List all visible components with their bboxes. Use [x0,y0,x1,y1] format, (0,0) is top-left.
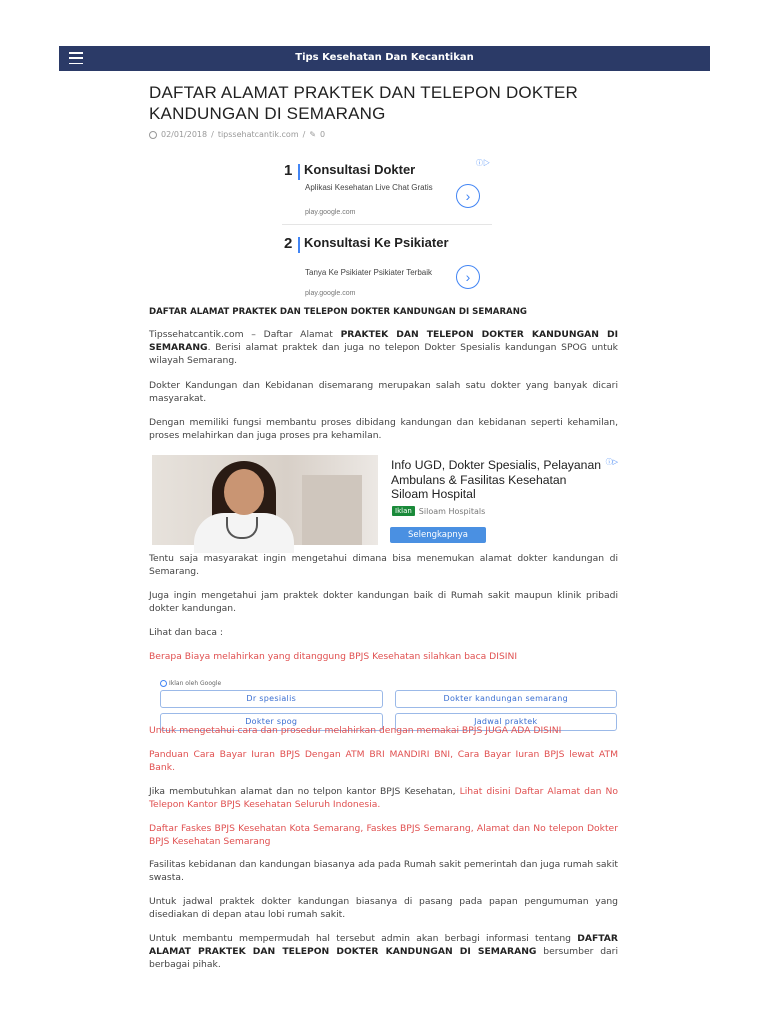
paragraph: Juga ingin mengetahui jam praktek dokter kandungan baik di Rumah sakit maupun klinik pribadi dokter kandungan. [149,590,618,614]
ad-title[interactable]: Konsultasi Ke Psikiater [304,235,449,250]
ad-advertiser: Siloam Hospitals [418,506,486,516]
site-title[interactable]: Tips Kesehatan Dan Kecantikan [295,52,474,63]
ad-badge: Iklan [392,506,415,516]
search-ad[interactable] [282,156,492,300]
ad-url: play.google.com [305,209,356,216]
ad-label: Iklan oleh Google [169,680,222,687]
article-link[interactable]: Panduan Cara Bayar Iuran BPJS Dengan ATM BRI MANDIRI BNI, Cara Bayar Iuran BPJS lewat ATM Bank. [149,749,618,773]
search-ad-item[interactable] [282,229,492,297]
ad-description: Aplikasi Kesehatan Live Chat Gratis [305,183,433,192]
ad-url: play.google.com [305,290,356,297]
article-author[interactable]: tipssehatcantik.com [217,130,299,139]
article-title: DAFTAR ALAMAT PRAKTEK DAN TELEPON DOKTER KANDUNGAN DI SEMARANG [149,83,578,123]
paragraph: Dengan memiliki fungsi membantu proses dibidang kandungan dan kebidanan seperti kehamilan, proses melahirkan dan juga proses pra kehamilan. [149,417,618,441]
article-link[interactable]: Berapa Biaya melahirkan yang ditanggung BPJS Kesehatan silahkan baca DISINI [149,651,518,662]
ad-number: 1 [284,162,293,179]
ad-keyword-button[interactable]: Dokter kandungan semarang [395,690,618,708]
paragraph: Fasilitas kebidanan dan kandungan biasanya ada pada Rumah sakit pemerintah dan juga rumah sakit swasta. [149,859,618,883]
paragraph: Lihat dan baca : [149,627,224,638]
article-meta: 02/01/2018 / tipssehatcantik.com / ✎ 0 [149,130,618,139]
article-date: 02/01/2018 [161,130,208,139]
ad-headline[interactable]: Info UGD, Dokter Spesialis, Pelayanan Ambulans & Fasilitas Kesehatan Siloam Hospital [391,458,601,501]
article-link[interactable]: Untuk mengetahui cara dan prosedur melahirkan dengan memakai BPJS JUGA ADA DISINI [149,725,562,736]
paragraph: Dokter Kandungan dan Kebidanan disemarang merupakan salah satu dokter yang banyak dicari masyarakat. [149,380,618,404]
ad-description: Tanya Ke Psikiater Psikiater Terbaik [305,268,433,277]
paragraph: Jika membutuhkan alamat dan no telpon kantor BPJS Kesehatan, Lihat disini Daftar Alamat dan No Telepon Kantor BPJS Kesehatan Seluruh Indonesia. [149,786,618,810]
chevron-right-icon[interactable]: › [456,184,480,208]
ad-keyword-button[interactable]: Dr spesialis [160,690,383,708]
top-nav-bar [59,46,710,71]
ad-title[interactable]: Konsultasi Dokter [304,162,416,177]
article-subheading: DAFTAR ALAMAT PRAKTEK DAN TELEPON DOKTER KANDUNGAN DI SEMARANG [149,307,527,317]
clock-icon [149,131,157,139]
adchoices-icon[interactable]: ⓘ▷ [476,160,490,167]
ad-number: 2 [284,235,293,252]
paragraph: Untuk jadwal praktek dokter kandungan biasanya di pasang pada papan pengumuman yang disediakan di depan atau lobi rumah sakit. [149,896,618,920]
keyword-ad [160,680,617,726]
article-link[interactable]: Daftar Faskes BPJS Kesehatan Kota Semarang, Faskes BPJS Semarang, Alamat dan No telepon Dokter BPJS Kesehatan Semarang [149,823,618,847]
ad-keyword-button[interactable]: Jadwal praktek [395,713,618,731]
paragraph: Tentu saja masyarakat ingin mengetahui dimana bisa menemukan alamat dokter kandungan di Semarang. [149,553,618,577]
comment-icon: ✎ [309,130,317,139]
chevron-right-icon[interactable]: › [456,265,480,289]
article-link[interactable]: Lihat disini Daftar Alamat dan No Telepon Kantor BPJS Kesehatan Seluruh Indonesia. [149,786,618,810]
adchoices-icon[interactable]: ⓘ▷ [605,458,618,466]
ad-cta-button[interactable]: Selengkapnya [390,527,486,543]
paragraph: Untuk membantu mempermudah hal tersebut admin akan berbagi informasi tentang DAFTAR ALAMAT PRAKTEK DAN TELEPON DOKTER KANDUNGAN DI SEMARANG bersumber dari berbagai pihak. [149,933,618,970]
info-icon [160,680,167,687]
search-ad-item[interactable] [282,156,492,225]
ad-image[interactable] [152,455,378,545]
article-header [149,82,618,139]
paragraph: Tipssehatcantik.com – Daftar Alamat PRAKTEK DAN TELEPON DOKTER KANDUNGAN DI SEMARANG. Berisi alamat praktek dan juga no telepon Dokter Spesialis kandungan SPOG untuk wilayah Semarang. [149,329,619,366]
comment-count[interactable]: 0 [320,130,326,139]
display-ad[interactable] [152,455,618,545]
ad-keyword-button[interactable]: Dokter spog [160,713,383,731]
